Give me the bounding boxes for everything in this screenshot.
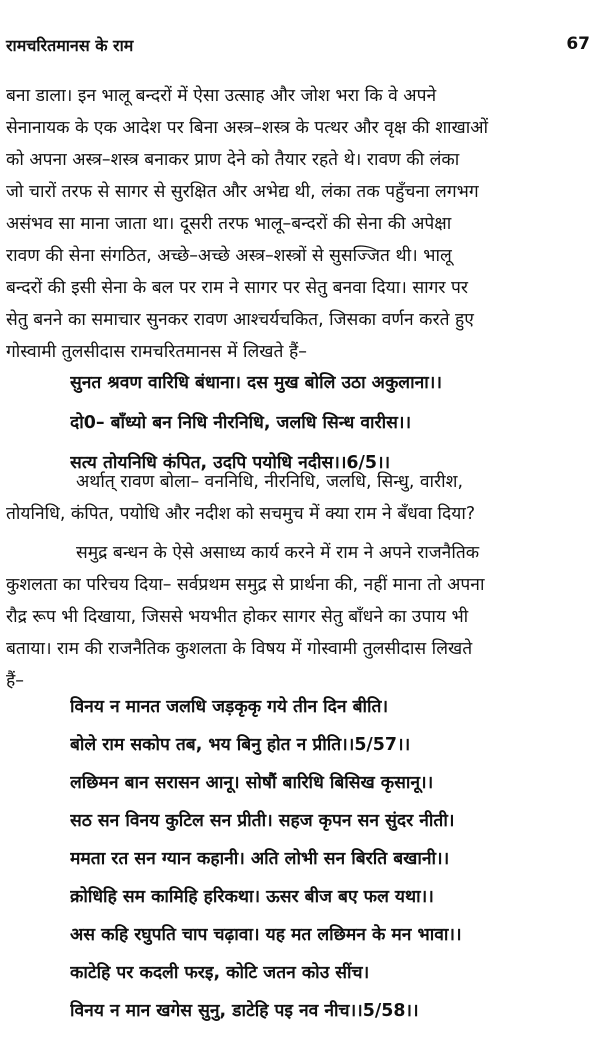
- verse-line: काटेहि पर कदली फरइ, कोटि जतन कोउ सींच।: [70, 963, 370, 983]
- text-line: बन्दरों की इसी सेना के बल पर राम ने सागर पर सेतु बनवा दिया। सागर पर: [6, 278, 469, 298]
- verse-line: विनय न मान खगेस सुनु, डाटेहि पइ नव नीच।।5/58।।: [70, 1001, 419, 1021]
- text-line: हैं–: [6, 671, 24, 691]
- verse-line: लछिमन बान सरासन आनू। सोषौं बारिधि बिसिख कृसानू।।: [70, 773, 434, 793]
- paragraph-1: [6, 80, 592, 368]
- page-number: 67: [566, 34, 590, 54]
- paragraph-2: [6, 466, 592, 530]
- verse-block-2: [70, 688, 596, 1030]
- text-line: सेतु बनने का समाचार सुनकर रावण आश्चर्यचकित, जिसका वर्णन करते हुए: [6, 310, 474, 330]
- text-line: असंभव सा माना जाता था। दूसरी तरफ भालू–बन्दरों की सेना की अपेक्षा: [6, 214, 452, 234]
- text-line: अर्थात् रावण बोला– वननिधि, नीरनिधि, जलधि, सिन्धु, वारीश,: [76, 472, 464, 492]
- verse-line: सत्य तोयनिधि कंपित, उदपि पयोधि नदीस।।6/5।।: [70, 453, 391, 473]
- verse-line: क्रोधिहि सम कामिहि हरिकथा। ऊसर बीज बए फल यथा।।: [70, 887, 434, 907]
- text-line: जो चारों तरफ से सागर से सुरक्षित और अभेद्य थी, लंका तक पहुँचना लगभग: [6, 182, 479, 202]
- running-title: रामचरितमानस के राम: [6, 36, 134, 55]
- verse-line: दो0– बाँध्यो बन निधि नीरनिधि, जलधि सिन्ध वारीस।।: [70, 413, 412, 433]
- paragraph-3: [6, 537, 592, 697]
- text-line: रावण की सेना संगठित, अच्छे–अच्छे अस्त्र–शस्त्रों से सुसज्जित थी। भालू: [6, 246, 452, 266]
- verse-block-1: [70, 363, 596, 483]
- verse-line: सुनत श्रवण वारिधि बंधाना। दस मुख बोलि उठा अकुलाना।।: [70, 373, 442, 393]
- verse-line: ममता रत सन ग्यान कहानी। अति लोभी सन बिरति बखानी।।: [70, 849, 450, 869]
- text-line: को अपना अस्त्र–शस्त्र बनाकर प्राण देने को तैयार रहते थे। रावण की लंका: [6, 150, 460, 170]
- verse-line: अस कहि रघुपति चाप चढ़ावा। यह मत लछिमन के मन भावा।।: [70, 925, 462, 945]
- page-header: [6, 34, 590, 62]
- text-line: बताया। राम की राजनैतिक कुशलता के विषय में गोस्वामी तुलसीदास लिखते: [6, 639, 473, 659]
- text-line: गोस्वामी तुलसीदास रामचरितमानस में लिखते हैं–: [6, 342, 307, 362]
- text-line: रौद्र रूप भी दिखाया, जिससे भयभीत होकर सागर सेतु बाँधने का उपाय भी: [6, 607, 469, 627]
- text-line: सेनानायक के एक आदेश पर बिना अस्त्र–शस्त्र के पत्थर और वृक्ष की शाखाओं: [6, 118, 489, 138]
- verse-line: बोले राम सकोप तब, भय बिनु होत न प्रीति।।5/57।।: [70, 735, 411, 755]
- text-line: तोयनिधि, कंपित, पयोधि और नदीश को सचमुच में क्या राम ने बँधवा दिया?: [6, 504, 476, 524]
- text-line: बना डाला। इन भालू बन्दरों में ऐसा उत्साह और जोश भरा कि वे अपने: [6, 86, 437, 106]
- verse-line: विनय न मानत जलधि जड़कृकृ गये तीन दिन बीति।: [70, 697, 389, 717]
- text-line: कुशलता का परिचय दिया– सर्वप्रथम समुद्र से प्रार्थना की, नहीं माना तो अपना: [6, 575, 485, 595]
- text-line: समुद्र बन्धन के ऐसे असाध्य कार्य करने में राम ने अपने राजनैतिक: [76, 543, 480, 563]
- verse-line: सठ सन विनय कुटिल सन प्रीती। सहज कृपन सन सुंदर नीती।: [70, 811, 455, 831]
